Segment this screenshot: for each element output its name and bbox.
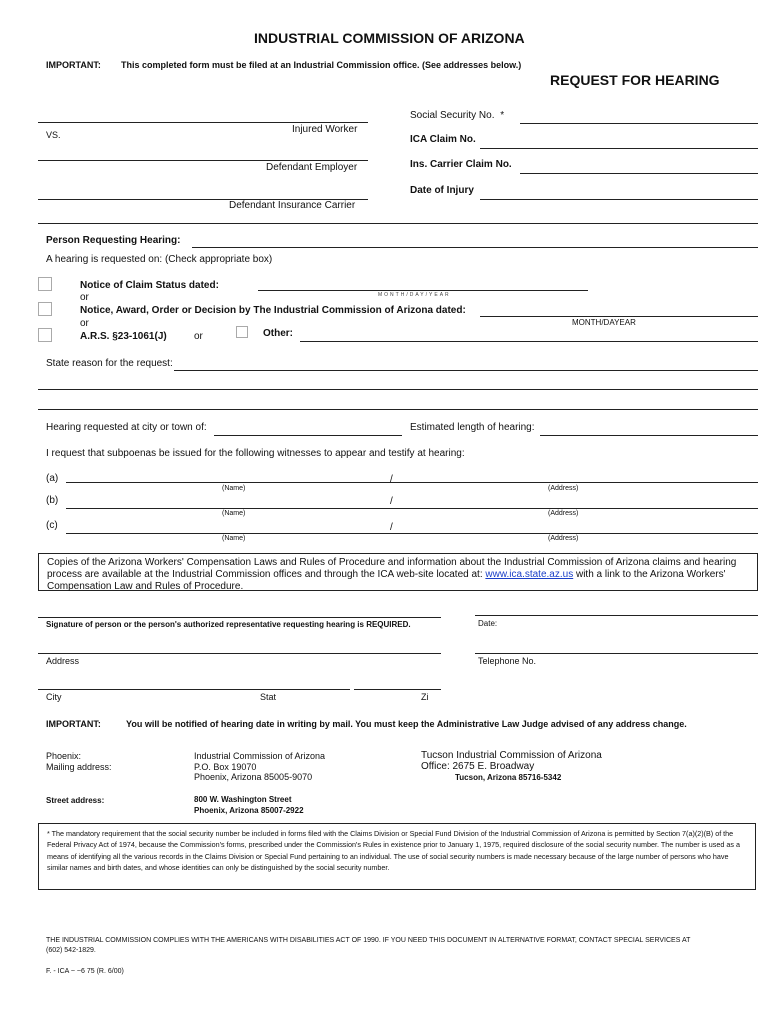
ssn-field[interactable] <box>520 109 758 124</box>
tucson-line-2: Office: 2675 E. Broadway <box>421 761 535 772</box>
form-title: REQUEST FOR HEARING <box>550 72 720 88</box>
divider <box>38 223 758 224</box>
requested-on-label: A hearing is requested on: (Check appropriate box) <box>46 254 273 265</box>
witness-name-caption: (Name) <box>222 510 246 517</box>
hearing-length-field[interactable] <box>540 421 758 436</box>
phoenix-label: Phoenix: <box>46 751 82 761</box>
month-day-year-small: MONTH/DAY/YEAR <box>378 292 451 298</box>
witness-name-field[interactable] <box>66 494 758 509</box>
reason-field-3[interactable] <box>38 395 758 410</box>
injured-worker-label: Injured Worker <box>292 124 358 135</box>
telephone-line <box>475 653 758 654</box>
notice-award-checkbox[interactable] <box>38 302 52 316</box>
info-notice-box <box>38 553 758 591</box>
witness-letter: (b) <box>46 495 59 506</box>
witness-slash: / <box>390 474 393 485</box>
phoenix-line-2: P.O. Box 19070 <box>194 762 257 772</box>
claim-status-checkbox[interactable] <box>38 277 52 291</box>
phoenix-line-3: Phoenix, Arizona 85005-9070 <box>194 772 313 782</box>
street-line-1: 800 W. Washington Street <box>194 795 292 804</box>
ins-carrier-field[interactable] <box>520 159 758 174</box>
ica-website-link[interactable]: www.ica.state.az.us <box>485 569 574 580</box>
witness-slash: / <box>390 522 393 533</box>
notice-text-after: with a link to the Arizona Workers' Compensation Law and Rules of Procedure. <box>47 569 726 592</box>
signature-line <box>38 617 441 618</box>
witness-letter: (a) <box>46 473 59 484</box>
city-label: City <box>46 692 62 702</box>
important-label: IMPORTANT: <box>46 60 101 70</box>
injured-worker-field[interactable] <box>38 108 368 123</box>
hearing-city-label: Hearing requested at city or town of: <box>46 422 207 433</box>
reason-label: State reason for the request: <box>46 358 173 369</box>
ica-claim-label: ICA Claim No. <box>410 134 476 145</box>
city-line <box>38 689 350 690</box>
or-label-2: or <box>80 318 89 329</box>
reason-field-2[interactable] <box>38 375 758 390</box>
witness-name-caption: (Name) <box>222 535 246 542</box>
witness-address-caption: (Address) <box>548 510 579 517</box>
mailing-label: Mailing address: <box>46 762 112 772</box>
defendant-carrier-label: Defendant Insurance Carrier <box>229 200 356 211</box>
witness-name-caption: (Name) <box>222 485 246 492</box>
other-checkbox[interactable] <box>236 326 248 338</box>
telephone-label: Telephone No. <box>478 656 537 666</box>
date-injury-field[interactable] <box>480 185 758 200</box>
ssn-disclaimer-box <box>38 823 756 890</box>
notice-award-date-field[interactable] <box>480 302 758 317</box>
street-line-2: Phoenix, Arizona 85007-2922 <box>194 806 304 815</box>
important-text-2: You will be notified of hearing date in writing by mail. You must keep the Administrative Law Judge advised of any address change. <box>126 719 687 729</box>
witness-slash: / <box>390 496 393 507</box>
ica-claim-field[interactable] <box>480 134 758 149</box>
month-day-year-label: MONTH/DAYEAR <box>572 318 636 327</box>
date-injury-label: Date of Injury <box>410 185 474 196</box>
ssn-label <box>410 110 504 121</box>
reason-field-1[interactable] <box>174 356 758 371</box>
ars-label: A.R.S. §23-1061(J) <box>80 331 167 342</box>
state-label: Stat <box>260 692 277 702</box>
defendant-carrier-field[interactable] <box>38 185 368 200</box>
hearing-city-field[interactable] <box>214 421 402 436</box>
hearing-length-label: Estimated length of hearing: <box>410 422 535 433</box>
date-line <box>475 615 758 616</box>
zip-line <box>354 689 441 690</box>
important-label-2: IMPORTANT: <box>46 719 101 729</box>
defendant-employer-field[interactable] <box>38 146 368 161</box>
ssn-label-text: Social Security No. <box>410 110 495 121</box>
vs-label: VS. <box>46 130 61 140</box>
witness-address-caption: (Address) <box>548 485 579 492</box>
tucson-line-1: Tucson Industrial Commission of Arizona <box>421 750 602 761</box>
notice-award-label: Notice, Award, Order or Decision by The Industrial Commission of Arizona dated: <box>80 305 466 316</box>
claim-status-label: Notice of Claim Status dated: <box>80 280 219 291</box>
witness-letter: (c) <box>46 520 58 531</box>
zip-label: Zi <box>421 692 429 702</box>
witness-address-caption: (Address) <box>548 535 579 542</box>
address-label: Address <box>46 656 80 666</box>
ins-carrier-label: Ins. Carrier Claim No. <box>410 159 512 170</box>
important-text: This completed form must be filed at an Industrial Commission office. (See addresses below.) <box>121 60 522 70</box>
date-label: Date: <box>478 619 498 628</box>
or-label-3: or <box>194 331 203 342</box>
witness-name-field[interactable] <box>66 468 758 483</box>
notice-text-before: Copies of the Arizona Workers' Compensation Laws and Rules of Procedure and information about the Industrial Commission of Arizona claims and hearing process are available at the Industrial Commission offices and through the ICA web-site located at: <box>47 557 737 580</box>
person-requesting-label: Person Requesting Hearing: <box>46 235 181 246</box>
ssn-star: * <box>500 110 505 121</box>
claim-status-date-field[interactable] <box>258 276 588 291</box>
other-field[interactable] <box>300 327 758 342</box>
person-requesting-field[interactable] <box>192 233 758 248</box>
form-number: F. - ICA ~ ~6 75 (R. 6/00) <box>46 968 124 975</box>
ada-notice: THE INDUSTRIAL COMMISSION COMPLIES WITH THE AMERICANS WITH DISABILITIES ACT OF 1990. IF YOU NEED THIS DOCUMENT IN ALTERNATIVE FORMAT, CONTACT SPECIAL SERVICES AT (602) 542-1829. <box>46 937 691 954</box>
disclaimer-text: * The mandatory requirement that the social security number be included in forms filed with the Claims Division or Special Fund Division of the Industrial Commission of Arizona is permitted by Section 7(a)(2)(B) of the Federal Privacy Act of 1974, because the Commission's forms, prescribed under the Commission's Rules in existence prior to January 1, 1975, required disclosure of the social security number. The number is used as a means of identifying all the various records in the Claims Division or Special Fund pertaining to an individual. The use of social security numbers is made necessary because of the large number of persons who have similar names and birth dates, and whose identities can only be distinguished by the social security number. <box>47 829 740 872</box>
tucson-line-3: Tucson, Arizona 85716-5342 <box>455 773 562 782</box>
ars-checkbox[interactable] <box>38 328 52 342</box>
other-label: Other: <box>263 328 293 339</box>
defendant-employer-label: Defendant Employer <box>266 162 358 173</box>
street-label: Street address: <box>46 796 105 805</box>
witness-name-field[interactable] <box>66 519 758 534</box>
phoenix-line-1: Industrial Commission of Arizona <box>194 751 326 761</box>
address-line <box>38 653 441 654</box>
or-label-1: or <box>80 292 89 303</box>
signature-label: Signature of person or the person's authorized representative requesting hearing is REQUIRED. <box>46 620 411 629</box>
subpoena-text: I request that subpoenas be issued for the following witnesses to appear and testify at hearing: <box>46 448 465 459</box>
page-title: INDUSTRIAL COMMISSION OF ARIZONA <box>254 30 525 46</box>
